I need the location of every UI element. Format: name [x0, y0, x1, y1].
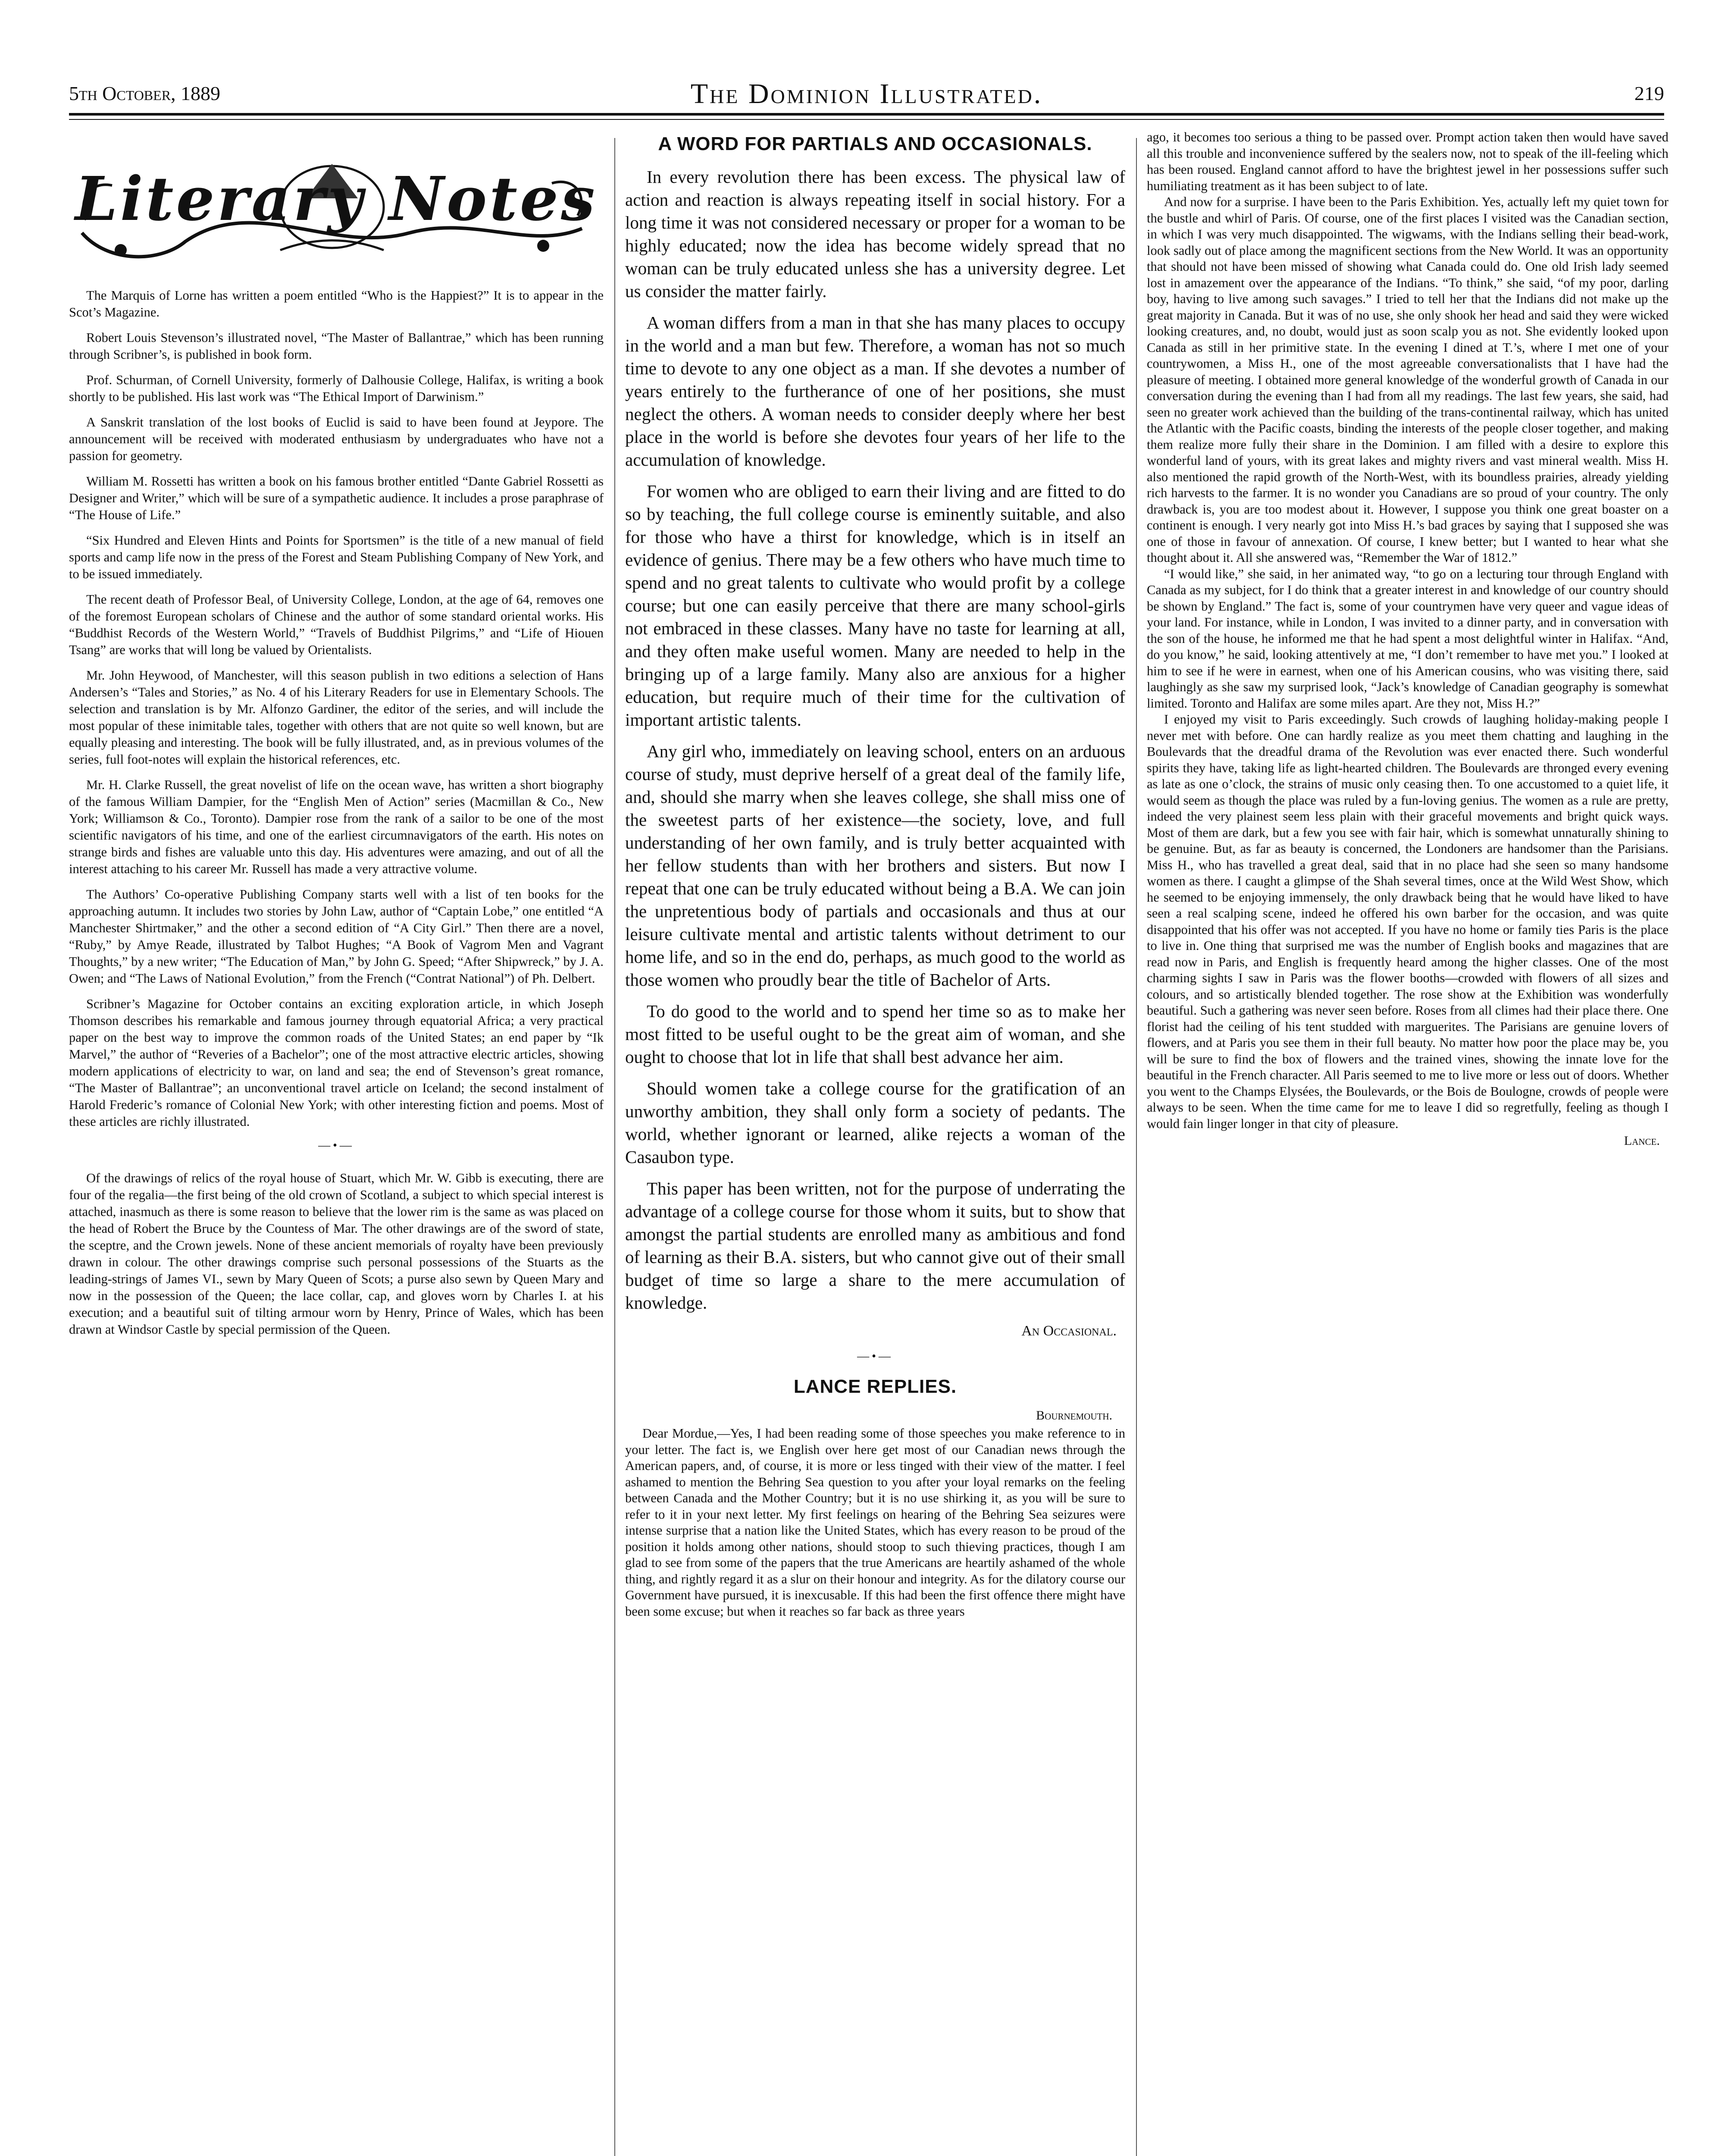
masthead-rule: [69, 113, 1664, 116]
column-rule-1: [614, 138, 615, 2156]
literary-note-royal-relics: Of the drawings of relics of the royal house of Stuart, which Mr. W. Gibb is executing, there are four of the regalia—the first being of the old crown of Scotland, a subject to which special interest is attached, inasmuch as there is some reason to believe that the lower rim is the same as was placed on the head of Robert the Bruce by the Countess of Mar. The other drawings are of the sword of state, the sceptre, and the Crown jewels. None of these ancient memorials of royalty have been previously drawn in colour. The other drawings comprise such personal possessions of the Stuarts as the leading-strings of James VI., sewn by Mary Queen of Scots; a purse also sewn by Queen Mary and now in the possession of the Queen; the lace collar, cap, and gloves worn by Charles I. at his execution; and a beautiful suit of tilting armour worn by Henry, Prince of Wales, which has been drawn at Windsor Castle by special permission of the Queen.: [69, 1171, 604, 1337]
right-column: [1147, 129, 1668, 2156]
literary-notes-column: [69, 129, 604, 2156]
literary-note: Scribner’s Magazine for October contains an exciting exploration article, in which Joseph Thomson describes his remarkable and famous journey through equatorial Africa; a very practical paper on the best way to improve the common roads of the United States; an end paper by “Ik Marvel,” the author of “Reveries of a Bachelor”; one of the most attractive electric articles, showing modern applications of electricity to war, on land and sea; the end of Stevenson’s great romance, “The Master of Ballantrae”; an unconventional travel article on Iceland; the second instalment of Harold Frederic’s romance of Colonial New York; with other interesting fiction and poems. Most of these articles are richly illustrated.: [69, 997, 604, 1129]
section-divider: —•—: [318, 1139, 354, 1152]
letter-paragraph: And now for a surprise. I have been to the Paris Exhibition. Yes, actually left my quiet town for the bustle and whirl of Paris. Of course, one of the first places I visited was the Canadian section, in which I was very much disappointed. The wigwams, with the Indians selling their bead-work, look sadly out of place among the magnificent sections from the New World. It was an opportunity that should not have been missed of showing what Canada could do. One old Irish lady seemed lost in amazement over the appearance of the Indians. “To think,” she said, “of my poor, darling boy, having to live among such savages.” I tried to tell her that the Indians did not make up the great majority in Canada. But it was of no use, she only shook her head and said they were wicked looking creatures, and, no doubt, would just as soon scalp you as not. She evidently looked upon Canada as still in her primitive state. In the evening I dined at T.’s, where I met one of your countrywomen, a Miss H., one of the most agreeable conversationalists that I have had the pleasure of meeting. I obtained more general knowledge of the wonderful growth of Canada in our conversation during the evening than I had from all my readings. The last few years, she said, had seen no greater work achieved than the building of the trans-continental railway, which has united the Atlantic with the Pacific coasts, binding the interests of the people closer together, and making them realize more fully their share in the Dominion. I am filled with a desire to explore this wonderful land of yours, with its great lakes and mighty rivers and vast mineral wealth. Miss H. also mentioned the rapid growth of the North-West, with its boundless prairies, already yielding rich harvests to the farmer. It is no wonder you Canadians are so proud of your country. The only drawback is, you are too modest about it. However, I suppose you think one great boaster on a continent is enough. I very nearly got into Miss H.’s bad graces by saying that I supposed she was one of those in favour of annexation. Of course, I knew better; but I wanted to hear what she thought about it. All she answered was, “Remember the War of 1812.”: [1147, 194, 1668, 565]
letter-paragraph: ago, it becomes too serious a thing to be passed over. Prompt action taken then would have saved all this trouble and inconvenience suffered by the sealers now, not to speak of the ill-feeling which has been roused. England cannot afford to have the brightest jewel in her possessions suffer such humiliating treatment as it has been subject to of late.: [1147, 130, 1668, 193]
masthead-rule-thin: [69, 119, 1664, 120]
article-paragraph: This paper has been written, not for the purpose of underrating the advantage of a college course for those whom it suits, but to show that amongst the partial students are enrolled many as ambitious and fond of learning as their B.A. sisters, but who cannot give out of their small budget of time so large a share to the mere accumulation of knowledge.: [625, 1178, 1125, 1313]
letter-signature: Lance.: [1624, 1134, 1660, 1148]
literary-note: Mr. John Heywood, of Manchester, will this season publish in two editions a selection of Hans Andersen’s “Tales and Stories,” as No. 4 of his Literary Readers for use in Elementary Schools. The selection and translation is by Mr. Alfonzo Gardiner, the editor of the series, and will include the most popular of these inimitable tales, together with others that are not quite so well known, but are equally pleasing and interesting. The book will be fully illustrated, and, as in previous volumes of the series, full foot-notes will explain the historical references, etc.: [69, 668, 604, 767]
literary-note: “Six Hundred and Eleven Hints and Points for Sportsmen” is the title of a new manual of field sports and camp life now in the press of the Forest and Steam Publishing Company of New York, and to be issued immediately.: [69, 533, 604, 581]
letter-paragraph: “I would like,” she said, in her animated way, “to go on a lecturing tour through England with Canada as my subject, for I do think that a greater interest in and knowledge of our country should be shown by England.” The fact is, some of your countrymen have very queer and vague ideas of your land. For instance, while in London, I was invited to a dinner party, and in conversation with the son of the house, he informed me that he had spent a most delightful winter in Halifax. “And, do you know,” he said, looking attentively at me, “I don’t remember to have met you.” I looked at him to see if he were in earnest, when one of his American cousins, who was visiting there, said laughingly as she saw my surprised look, “Jack’s knowledge of Canadian geography is somewhat limited. Toronto and Halifax are some miles apart. Are they not, Miss H.?”: [1147, 566, 1668, 711]
article-paragraph: For women who are obliged to earn their living and are fitted to do so by teaching, the full college course is eminently suitable, and also for those who have a thirst for knowledge, which is in itself an evidence of genius. There may be a few others who have much time to spend and no great talents to cultivate who would profit by a college course; but one can easily perceive that there are many school-girls not embraced in these classes. Many have no taste for learning at all, and they often make useful women. Many are needed to help in the bringing up of a large family. Many also are anxious for a higher education, but require much of their time for the cultivation of important artistic talents.: [625, 481, 1125, 730]
article-title-partials: A WORD FOR PARTIALS AND OCCASIONALS.: [658, 133, 1092, 154]
page-number: 219: [1634, 82, 1664, 104]
literary-note: The Marquis of Lorne has written a poem entitled “Who is the Happiest?” It is to appear in the Scot’s Magazine.: [69, 288, 604, 320]
column-rule-2: [1136, 138, 1137, 2156]
literary-notes-banner: [69, 129, 604, 272]
masthead: [69, 78, 1664, 129]
literary-note: William M. Rossetti has written a book on his famous brother entitled “Dante Gabriel Rossetti as Designer and Writer,” which will be sure of a sympathetic audience. It includes a prose paraphrase of “The House of Life.”: [69, 474, 604, 522]
publication-title: The Dominion Illustrated.: [690, 78, 1043, 110]
article-signature: An Occasional.: [1021, 1323, 1117, 1339]
literary-note: The recent death of Professor Beal, of University College, London, at the age of 64, removes one of the foremost European scholars of Chinese and the author of some standard oriental works. His “Buddhist Records of the Western World,” “Travels of Buddhist Pilgrims,” and “Life of Hiouen Tsang” are works that will long be valued by Orientalists.: [69, 592, 604, 657]
section-divider: —•—: [857, 1350, 893, 1363]
literary-note: Mr. H. Clarke Russell, the great novelist of life on the ocean wave, has written a short biography of the famous William Dampier, for the “English Men of Action” series (Macmillan & Co., New York; Williamson & Co., Toronto). Dampier rose from the rank of a sailor to be one of the most scientific navigators of his time, and one of the earliest circumnavigators of the earth. His notes on strange birds and fishes are valuable unto this day. His adventures were amazing, and out of all the interest attaching to his career Mr. Russell has made a very attractive volume.: [69, 777, 604, 876]
article-paragraph: Should women take a college course for the gratification of an unworthy ambition, they shall only form a society of pedants. The world, whether ignorant or learned, alike rejects a woman of the Casaubon type.: [625, 1078, 1125, 1167]
middle-column: [625, 129, 1125, 2156]
letter-paragraph: Dear Mordue,—Yes, I had been reading some of those speeches you make reference to in your letter. The fact is, we English over here get most of our Canadian news through the American papers, and, of course, it is more or less tinged with their view of the matter. I feel ashamed to mention the Behring Sea question to you after your loyal remarks on the feeling between Canada and the Mother Country; but it is no use shirking it, as you will be sure to refer to it in your next letter. My first feelings on hearing of the Behring Sea seizures were intense surprise that a nation like the United States, which has every reason to be proud of the position it holds among other nations, should stoop to such thieving practices, though I am glad to see from some of the papers that the true Americans are heartily ashamed of the whole thing, and rightly regard it as a slur on their honour and integrity. As for the dilatory course our Government have pursued, it is inexcusable. If this had been the first offence there might have been some excuse; but when it reaches so far back as three years: [625, 1426, 1125, 1619]
article-paragraph: In every revolution there has been excess. The physical law of action and reaction is always repeating itself in social history. For a long time it was not considered necessary or proper for a woman to be highly educated; now the idea has become widely spread that no woman can be truly educated unless she has a university degree. Let us consider the matter fairly.: [625, 167, 1125, 301]
article-paragraph: A woman differs from a man in that she has many places to occupy in the world and a man but few. Therefore, a woman has not so much time to devote to any one object as a man. If she devotes a number of years entirely to the furtherance of one of her positions, she must neglect the others. A woman needs to consider deeply where her best place in the world is before she devotes four years of her life to the accumulation of knowledge.: [625, 313, 1125, 470]
issue-date: 5th October, 1889: [69, 82, 221, 104]
literary-note: The Authors’ Co-operative Publishing Company starts well with a list of ten books for the approaching autumn. It includes two stories by John Law, author of “Captain Lobe,” one entitled “A Manchester Shirtmaker,” and the other a second edition of “A City Girl.” Then there are a novel, “Ruby,” by Amye Reade, illustrated by Talbot Hughes; “A Book of Vagrom Men and Vagrant Thoughts,” by a new writer; “The Education of Man,” by John G. Speed; “After Shipwreck,” by J. A. Owen; and “The Laws of National Evolution,” from the French (“Contrat National”) of Ph. Delbert.: [69, 887, 604, 986]
literary-notes-title: Literary Notes: [75, 164, 598, 235]
literary-note: Prof. Schurman, of Cornell University, formerly of Dalhousie College, Halifax, is writing a book shortly to be published. His last work was “The Ethical Import of Darwinism.”: [69, 373, 604, 404]
literary-note: A Sanskrit translation of the lost books of Euclid is said to have been found at Jeypore. The announcement will be received with moderated enthusiasm by undergraduates who have not a passion for geometry.: [69, 415, 604, 463]
literary-note: Robert Louis Stevenson’s illustrated novel, “The Master of Ballantrae,” which has been running through Scribner’s, is published in book form.: [69, 330, 604, 362]
article-title-lance-replies: LANCE REPLIES.: [793, 1376, 957, 1397]
letter-dateline: Bournemouth.: [1036, 1408, 1112, 1423]
article-paragraph: Any girl who, immediately on leaving school, enters on an arduous course of study, must deprive herself of a great deal of the family life, and, should she marry when she leaves college, she shall miss one of the sweetest parts of her existence—the society, love, and full understanding of her own family, and is truly better acquainted with her fellow students than with her brothers and sisters. But now I repeat that one can be truly educated without being a B.A. We can join the unpretentious body of partials and occasionals and thus at our leisure cultivate mental and artistic talents without detriment to our home life, and so in the end do, perhaps, as much good to the world as those women who proudly bear the title of Bachelor of Arts.: [625, 741, 1125, 990]
article-paragraph: To do good to the world and to spend her time so as to make her most fitted to be useful ought to be the great aim of woman, and she ought to choose that lot in life that shall best advance her aim.: [625, 1001, 1125, 1067]
letter-paragraph: I enjoyed my visit to Paris exceedingly. Such crowds of laughing holiday-making people I never met with before. One can hardly realize as you meet them chatting and laughing in the Boulevards that the dreadful drama of the Revolution was ever enacted there. Such wonderful spirits they have, taking life as light-hearted children. The Boulevards are thronged every evening as late as one o’clock, the strains of music only ceasing then. To one accustomed to a quiet life, it would seem as though the place was ruled by a fun-loving genius. The women as a rule are pretty, indeed the very plainest seem less plain with their graceful movements and bright quick ways. Most of them are dark, but a few you see with fair hair, which is somewhat unnaturally shining to be genuine. But, as far as beauty is concerned, the Londoners are handsomer than the Parisians. Miss H., who has travelled a great deal, said that in no place had she seen so many handsome women as there. I caught a glimpse of the Shah several times, once at the Wild West Show, which he seemed to be enjoying immensely, the only drawback being that he would have liked to have seen a real scalping scene, indeed he offered his own barber for the occasion, and was quite disappointed that his offer was not accepted. If you have no home or family ties Paris is the place to live in. One thing that surprised me was the number of English books and magazines that are read now in Paris, and English is frequently heard among the higher classes. One of the most charming sights I saw in Paris was the flower booths—crowded with flowers of all sizes and colours, and so artistically blended together. The rose show at the Exhibition was wonderfully beautiful. Such a gathering was never seen before. Roses from all climes had their place there. One florist had the ceiling of his tent studded with marguerites. The Parisians are genuine lovers of flowers, and at Paris you see them in their full beauty. No matter how poor the place may be, you will be sure to find the box of flowers and the trained vines, showing the innate love for the beautiful in the French character. All Paris seemed to me to live more or less out of doors. Whether you went to the Champs Elysées, the Boulevards, or the Bois de Boulogne, crowds of people were always to be seen. When the time came for me to leave I did so regretfully, feeling as though I would fain linger longer in that city of pleasure.: [1147, 712, 1668, 1131]
